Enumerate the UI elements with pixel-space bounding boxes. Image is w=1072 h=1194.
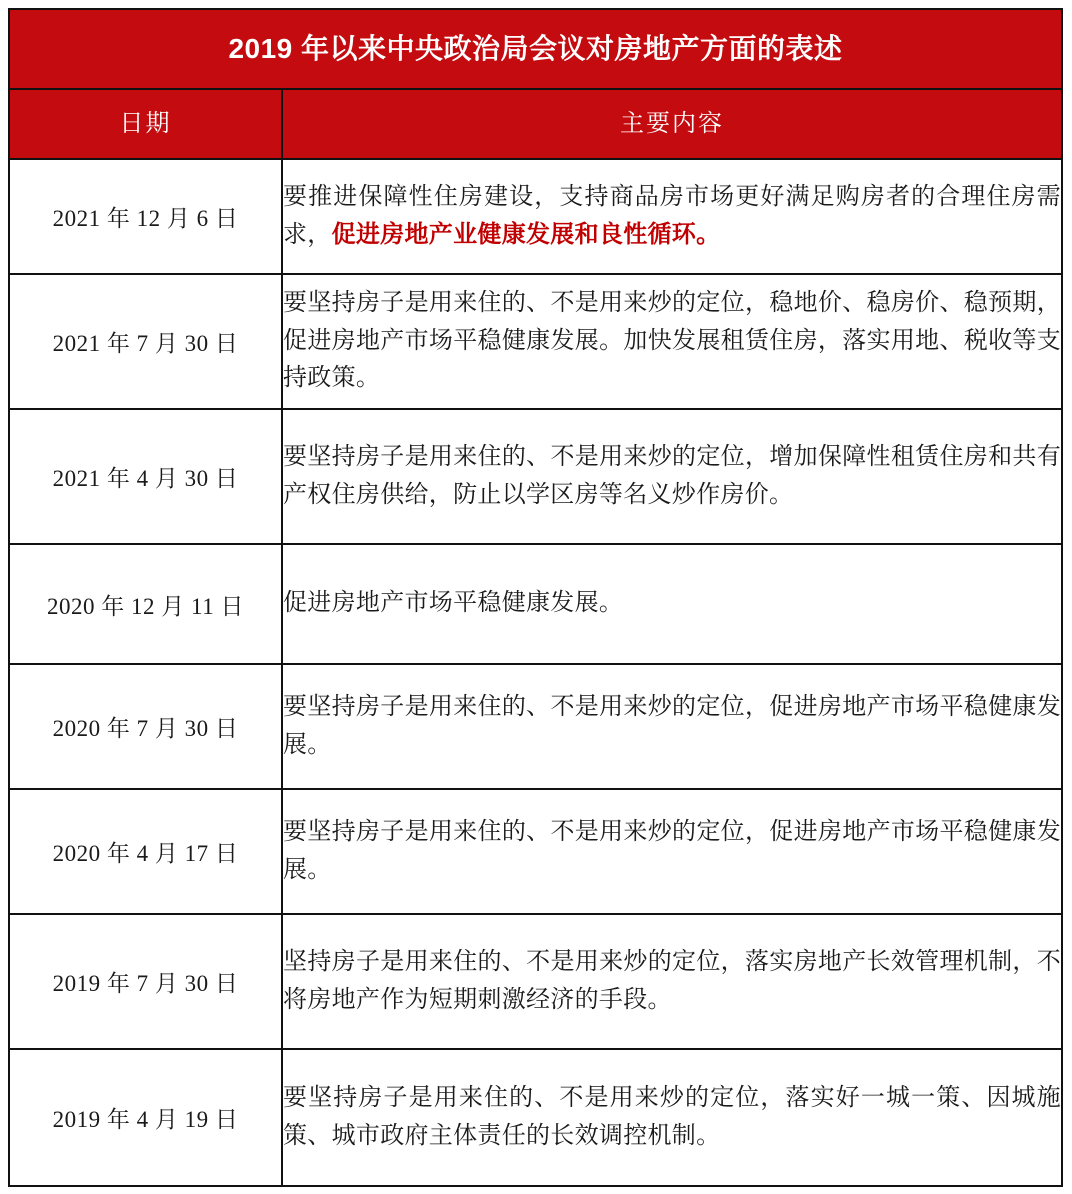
cell-date: 2020 年 7 月 30 日 (9, 664, 282, 789)
content-emphasis-text: 促进房地产业健康发展和良性循环。 (331, 221, 721, 248)
table-row (9, 544, 1062, 664)
content-normal-text: 要坚持房子是用来住的、不是用来炒的定位，增加保障性租赁住房和共有产权住房供给，防止以学区房等名义炒作房价。 (283, 443, 1061, 508)
column-header-content: 主要内容 (282, 89, 1062, 159)
content-normal-text: 要坚持房子是用来住的、不是用来炒的定位，稳地价、稳房价、稳预期，促进房地产市场平稳健康发展。加快发展租赁住房，落实用地、税收等支持政策。 (283, 289, 1061, 392)
table-title: 2019 年以来中央政治局会议对房地产方面的表述 (9, 9, 1062, 89)
cell-date: 2020 年 12 月 11 日 (9, 544, 282, 664)
content-normal-text: 坚持房子是用来住的、不是用来炒的定位，落实房地产长效管理机制，不将房地产作为短期刺激经济的手段。 (283, 948, 1061, 1013)
cell-content (282, 1049, 1062, 1186)
cell-date: 2020 年 4 月 17 日 (9, 789, 282, 914)
content-normal-text: 要坚持房子是用来住的、不是用来炒的定位，促进房地产市场平稳健康发展。 (283, 818, 1061, 883)
content-normal-text: 要推进保障性住房建设，支持商品房市场更好满足购房者的合理住房需求， (283, 183, 1061, 248)
cell-content (282, 274, 1062, 409)
cell-content (282, 914, 1062, 1049)
cell-date: 2019 年 7 月 30 日 (9, 914, 282, 1049)
cell-date: 2021 年 12 月 6 日 (9, 159, 282, 274)
cell-content (282, 544, 1062, 664)
cell-content (282, 789, 1062, 914)
table-row (9, 1049, 1062, 1186)
cell-date: 2019 年 4 月 19 日 (9, 1049, 282, 1186)
table-row (9, 664, 1062, 789)
table-title-row (9, 9, 1062, 89)
content-normal-text: 要坚持房子是用来住的、不是用来炒的定位，落实好一城一策、因城施策、城市政府主体责任的长效调控机制。 (283, 1084, 1061, 1149)
column-header-date: 日期 (9, 89, 282, 159)
cell-content (282, 409, 1062, 544)
content-normal-text: 要坚持房子是用来住的、不是用来炒的定位，促进房地产市场平稳健康发展。 (283, 693, 1061, 758)
politburo-statements-table (8, 8, 1063, 1187)
table-row (9, 159, 1062, 274)
content-normal-text: 促进房地产市场平稳健康发展。 (283, 590, 624, 617)
cell-date: 2021 年 7 月 30 日 (9, 274, 282, 409)
table-row (9, 914, 1062, 1049)
cell-content (282, 159, 1062, 274)
table-row (9, 789, 1062, 914)
table-row (9, 274, 1062, 409)
table-header-row (9, 89, 1062, 159)
table-row (9, 409, 1062, 544)
cell-content (282, 664, 1062, 789)
cell-date: 2021 年 4 月 30 日 (9, 409, 282, 544)
